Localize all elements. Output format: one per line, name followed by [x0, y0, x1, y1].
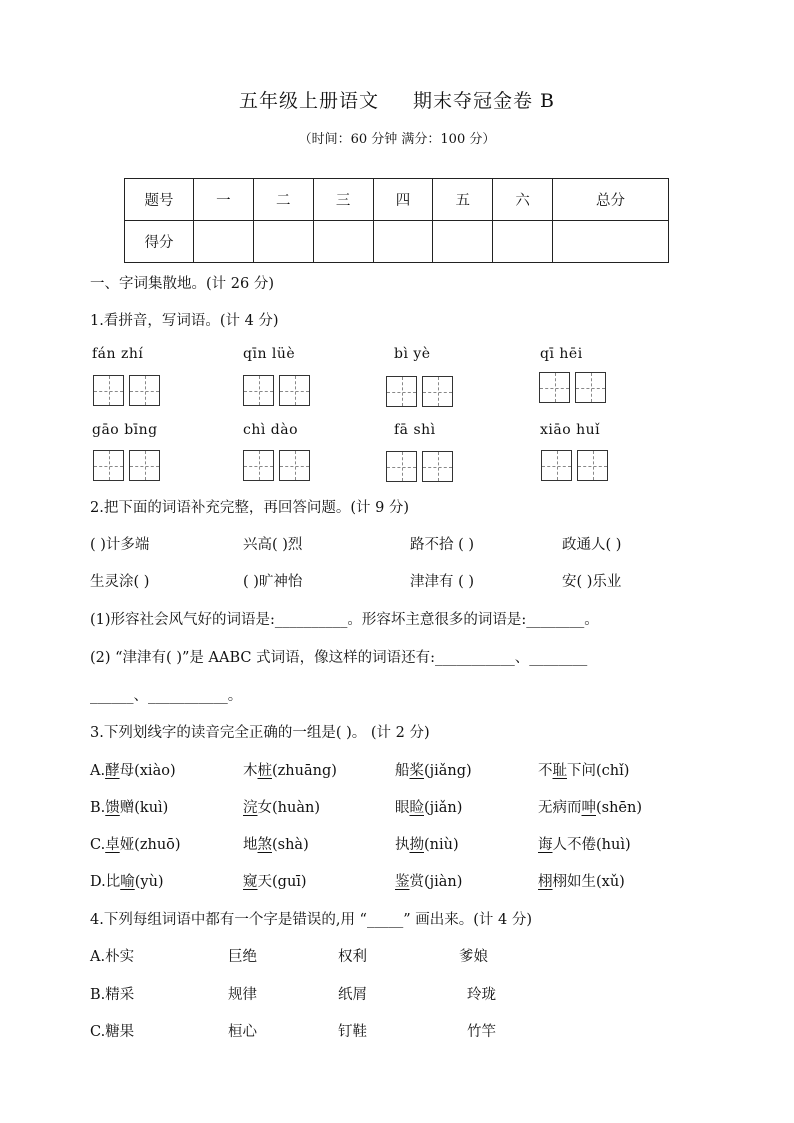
- option-label: B.: [90, 800, 106, 816]
- score-cell[interactable]: [194, 221, 254, 263]
- option-label: D.: [90, 874, 106, 890]
- question-1-title: 1.看拼音，写词语。(计 4 分): [90, 313, 279, 329]
- underlined-char: 桩: [257, 763, 272, 779]
- word-item[interactable]: 玲珑: [467, 987, 496, 1003]
- pinyin-label: fā shì: [394, 422, 436, 438]
- word-item: 鉴赏(jiàn): [395, 874, 463, 890]
- option-label: C.: [90, 1024, 106, 1040]
- pinyin-label: bì yè: [394, 346, 431, 362]
- option-label: A.: [90, 949, 106, 965]
- writing-box[interactable]: [93, 450, 124, 481]
- underlined-char: 酵: [105, 763, 120, 779]
- fill-idiom: 路不拾 ( ): [410, 537, 475, 553]
- writing-box[interactable]: [386, 376, 417, 407]
- score-table: [124, 178, 669, 263]
- underlined-char: 睑: [409, 800, 424, 816]
- pinyin-label: qī hēi: [540, 346, 583, 362]
- word-item[interactable]: 规律: [228, 987, 257, 1003]
- option-label: B.: [90, 987, 106, 1003]
- writing-box[interactable]: [541, 450, 572, 481]
- option-label: A.: [90, 763, 106, 779]
- writing-box[interactable]: [386, 451, 417, 482]
- word-item: 浣女(huàn): [243, 800, 320, 816]
- row-label: 得分: [125, 221, 194, 263]
- word-item: 无病而呻(shēn): [538, 800, 643, 816]
- underlined-char: 浣: [243, 800, 258, 816]
- writing-box[interactable]: [243, 450, 274, 481]
- writing-box[interactable]: [129, 450, 160, 481]
- underlined-char: 馈: [105, 800, 120, 816]
- fill-idiom: 津津有 ( ): [410, 574, 475, 590]
- underlined-char: 卓: [105, 837, 120, 853]
- underlined-char: 煞: [257, 837, 272, 853]
- score-table-header-row: [125, 179, 669, 221]
- underlined-char: 呻: [581, 800, 596, 816]
- score-cell[interactable]: [253, 221, 313, 263]
- word-item[interactable]: 爹娘: [459, 949, 488, 965]
- option-row-c[interactable]: C.卓娅(zhuō): [90, 837, 181, 853]
- writing-grid[interactable]: [386, 376, 458, 407]
- word-item: 不耻下问(chǐ): [538, 763, 630, 779]
- word-item[interactable]: 钉鞋: [338, 1024, 367, 1040]
- header-cell: 三: [313, 179, 373, 221]
- word-group-c: C.糖果: [90, 1024, 135, 1040]
- word-item[interactable]: 竹竿: [467, 1024, 496, 1040]
- sub-question-1: (1)形容社会风气好的词语是:__________。形容坏主意很多的词语是:________。: [90, 612, 599, 628]
- underlined-char: 耻: [552, 763, 567, 779]
- writing-box[interactable]: [93, 375, 124, 406]
- underlined-char: 桨: [409, 763, 424, 779]
- word-item[interactable]: 权利: [338, 949, 367, 965]
- pinyin-label: qīn lüè: [243, 346, 296, 362]
- writing-box[interactable]: [575, 372, 606, 403]
- sub-question-2-cont: ______、___________。: [90, 688, 243, 704]
- header-cell: 一: [194, 179, 254, 221]
- pinyin-label: chì dào: [243, 422, 299, 438]
- writing-grid[interactable]: [93, 375, 165, 406]
- option-row-d[interactable]: D.比喻(yù): [90, 874, 164, 890]
- underlined-char: 拗: [409, 837, 424, 853]
- section-heading: 一、字词集散地。(计 26 分): [90, 276, 274, 292]
- writing-grid[interactable]: [539, 372, 611, 403]
- exam-subtitle: （时间：60 分钟 满分：100 分）: [298, 132, 496, 147]
- header-cell: 二: [253, 179, 313, 221]
- writing-box[interactable]: [279, 450, 310, 481]
- writing-grid[interactable]: [541, 450, 613, 481]
- pinyin-label: gāo bīng: [92, 422, 158, 438]
- underlined-char: 鉴: [395, 874, 410, 890]
- title-right: 期末夺冠金卷 B: [413, 90, 556, 112]
- word-item[interactable]: 桓心: [228, 1024, 257, 1040]
- word-item: 执拗(niù): [395, 837, 459, 853]
- word-item: 眼睑(jiǎn): [395, 800, 463, 816]
- writing-box[interactable]: [577, 450, 608, 481]
- fill-idiom: 生灵涂( ): [90, 574, 150, 590]
- writing-grid[interactable]: [93, 450, 165, 481]
- score-cell[interactable]: [433, 221, 493, 263]
- sub-question-2: (2) “津津有( )”是 AABC 式词语，像这样的词语还有:___________、________: [90, 650, 588, 666]
- writing-box[interactable]: [243, 375, 274, 406]
- word-group-a: A.朴实: [90, 949, 135, 965]
- header-cell: 四: [373, 179, 433, 221]
- writing-box[interactable]: [129, 375, 160, 406]
- word-item: 栩栩如生(xǔ): [538, 874, 625, 890]
- question-3-title: 3.下列划线字的读音完全正确的一组是( )。 (计 2 分): [90, 725, 430, 741]
- underlined-char: 窥: [243, 874, 258, 890]
- header-cell: 总分: [553, 179, 669, 221]
- word-item: 窥天(guī): [243, 874, 307, 890]
- score-table-score-row: [125, 221, 669, 263]
- question-4-title: 4.下列每组词语中都有一个字是错误的,用 “_____” 画出来。(计 4 分): [90, 912, 532, 928]
- writing-grid[interactable]: [243, 375, 315, 406]
- writing-box[interactable]: [539, 372, 570, 403]
- fill-idiom: 兴高( )烈: [243, 537, 303, 553]
- writing-grid[interactable]: [243, 450, 315, 481]
- pinyin-label: xiāo huǐ: [540, 422, 601, 438]
- word-item: 船桨(jiǎng): [395, 763, 472, 779]
- word-item: 木桩(zhuāng): [243, 763, 337, 779]
- option-label: C.: [90, 837, 106, 853]
- underlined-char: 喻: [120, 874, 135, 890]
- score-cell[interactable]: [493, 221, 553, 263]
- header-cell: 六: [493, 179, 553, 221]
- word-item: 地煞(shà): [243, 837, 309, 853]
- underlined-char: 诲: [538, 837, 553, 853]
- option-row-b[interactable]: B.馈赠(kuì): [90, 800, 169, 816]
- writing-grid[interactable]: [386, 451, 458, 482]
- writing-box[interactable]: [422, 451, 453, 482]
- fill-idiom: ( )计多端: [90, 537, 150, 553]
- writing-box[interactable]: [279, 375, 310, 406]
- fill-idiom: 政通人( ): [562, 537, 622, 553]
- page-title: [0, 86, 794, 113]
- header-cell: 题号: [125, 179, 194, 221]
- title-left: 五年级上册语文: [238, 90, 379, 112]
- score-cell[interactable]: [313, 221, 373, 263]
- score-cell[interactable]: [373, 221, 433, 263]
- header-cell: 五: [433, 179, 493, 221]
- pinyin-label: fán zhí: [92, 346, 144, 362]
- word-group-b: B.精采: [90, 987, 135, 1003]
- fill-idiom: ( )旷神怡: [243, 574, 303, 590]
- word-item[interactable]: 纸屑: [338, 987, 367, 1003]
- word-item[interactable]: 巨绝: [228, 949, 257, 965]
- option-row-a[interactable]: A.酵母(xiào): [90, 763, 176, 779]
- underlined-char: 栩: [538, 874, 553, 890]
- word-item: 诲人不倦(huì): [538, 837, 631, 853]
- fill-idiom: 安( )乐业: [562, 574, 622, 590]
- writing-box[interactable]: [422, 376, 453, 407]
- question-2-title: 2.把下面的词语补充完整，再回答问题。(计 9 分): [90, 500, 410, 516]
- score-cell[interactable]: [553, 221, 669, 263]
